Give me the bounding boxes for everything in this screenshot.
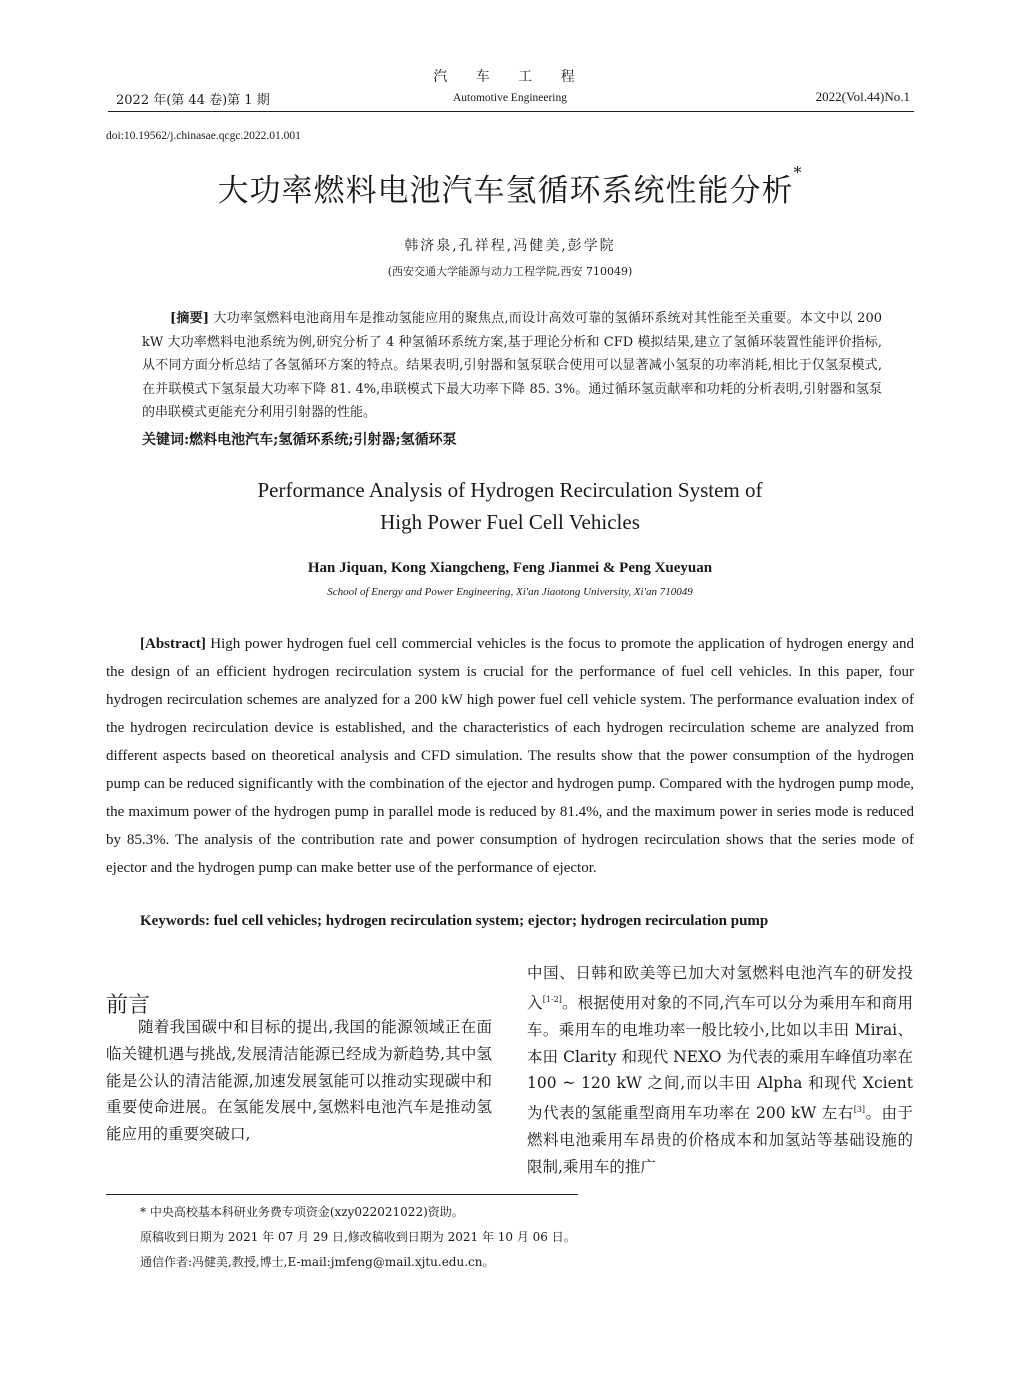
issue-info-en: 2022(Vol.44)No.1	[815, 89, 910, 104]
keywords-en: Keywords: fuel cell vehicles; hydrogen recirculation system; ejector; hydrogen recirculation pump	[140, 913, 769, 929]
abstract-en-text: High power hydrogen fuel cell commercial vehicles is the focus to promote the application of hydrogen energy and the design of an efficient hydrogen recirculation system is crucial for the performance of fuel cell vehicles. In this paper, four hydrogen recirculation schemes are analyzed for a 200 kW high power fuel cell vehicle system. The performance evaluation index of the hydrogen recirculation device is established, and the characteristics of each hydrogen recirculation scheme are analyzed from different aspects based on theoretical analysis and CFD simulation. The results show that the power consumption of the hydrogen pump can be reduced significantly with the combination of the ejector and hydrogen pump. Compared with the hydrogen pump mode, the maximum power of the hydrogen pump in parallel mode is reduced by 81.4%, and the maximum power in series mode is reduced by 85.3%. The analysis of the contribution rate and power consumption of hydrogen recirculation shows that the series mode of ejector and the hydrogen pump can make better use of the performance of ejector.	[106, 636, 915, 876]
citation-1-2: [1-2]	[542, 994, 562, 1004]
body-right-part3: 。由于燃料电池乘用车昂贵的价格成本和加氢站等基础设施的限制,乘用车的推广	[527, 1104, 913, 1176]
abstract-cn-label: [摘要]	[170, 311, 209, 326]
body-right-part1: 中国、日韩和欧美等已加大对氢燃料电池汽车的研发投入	[527, 964, 913, 1012]
affiliation-cn: (西安交通大学能源与动力工程学院,西安 710049)	[387, 265, 633, 278]
paper-title-cn	[0, 165, 1020, 210]
citation-3: [3]	[853, 1105, 866, 1115]
title-cn-text: 大功率燃料电池汽车氢循环系统性能分析	[217, 173, 794, 209]
authors-en: Han Jiquan, Kong Xiangcheng, Feng Jianmei & Peng Xueyuan	[307, 560, 713, 576]
body-column-right	[527, 960, 913, 1181]
section-heading: 前言	[106, 993, 151, 1018]
title-en-line1: Performance Analysis of Hydrogen Recirculation System of	[257, 478, 763, 502]
abstract-en	[106, 630, 914, 882]
keywords-cn: 关键词:燃料电池汽车;氢循环系统;引射器;氢循环泵	[142, 432, 457, 448]
abstract-cn	[142, 307, 882, 425]
footnote-dates: 原稿收到日期为 2021 年 07 月 29 日,修改稿收到日期为 2021 年 10 月 06 日。	[140, 1230, 576, 1244]
title-en-line2: High Power Fuel Cell Vehicles	[380, 510, 640, 534]
abstract-en-label: [Abstract]	[140, 636, 206, 652]
journal-name-cn: 汽 车 工 程	[433, 69, 587, 85]
footnote-rule	[106, 1194, 578, 1195]
affiliation-en: School of Energy and Power Engineering, Xi'an Jiaotong University, Xi'an 710049	[327, 586, 693, 598]
title-footnote-mark: *	[793, 163, 803, 182]
issue-info-cn: 2022 年(第 44 卷)第 1 期	[116, 93, 270, 108]
footnote-correspondence: 通信作者:冯健美,教授,博士,E-mail:jmfeng@mail.xjtu.edu.cn。	[140, 1255, 495, 1269]
body-column-left: 随着我国碳中和目标的提出,我国的能源领域正在面临关键机遇与挑战,发展清洁能源已经成为新趋势,其中氢能是公认的清洁能源,加速发展氢能可以推动实现碳中和重要使命进展。在氢能发展中,氢燃料电池汽车是推动氢能应用的重要突破口,	[106, 1018, 492, 1144]
doi: doi:10.19562/j.chinasae.qcgc.2022.01.001	[106, 130, 301, 142]
header-rule	[108, 111, 914, 112]
journal-name-en: Automotive Engineering	[452, 92, 568, 104]
body-right-part2: 。根据使用对象的不同,汽车可以分为乘用车和商用车。乘用车的电堆功率一般比较小,比如以丰田 Mirai、本田 Clarity 和现代 NEXO 为代表的乘用车峰值功率在 100 ~ 120 kW 之间,而以丰田 Alpha 和现代 Xcient 为代表的氢能重型商用车功率在 200 kW 左右	[527, 993, 913, 1123]
footnote-funding: * 中央高校基本科研业务费专项资金(xzy022021022)资助。	[140, 1205, 464, 1219]
authors-cn: 韩济泉,孔祥程,冯健美,彭学院	[404, 238, 616, 254]
abstract-cn-text: 大功率氢燃料电池商用车是推动氢能应用的聚焦点,而设计高效可靠的氢循环系统对其性能至关重要。本文中以 200 kW 大功率燃料电池系统为例,研究分析了 4 种氢循环系统方案,基于理论分析和 CFD 模拟结果,建立了氢循环装置性能评价指标,从不同方面分析总结了各氢循环方案的特点。结果表明,引射器和氢泵联合使用可以显著减小氢泵的功率消耗,相比于仅氢泵模式,在并联模式下氢泵最大功率下降 81. 4%,串联模式下最大功率下降 85. 3%。通过循环氢贡献率和功耗的分析表明,引射器和氢泵的串联模式更能充分利用引射器的性能。	[142, 311, 882, 421]
paper-title-en	[0, 474, 1020, 538]
